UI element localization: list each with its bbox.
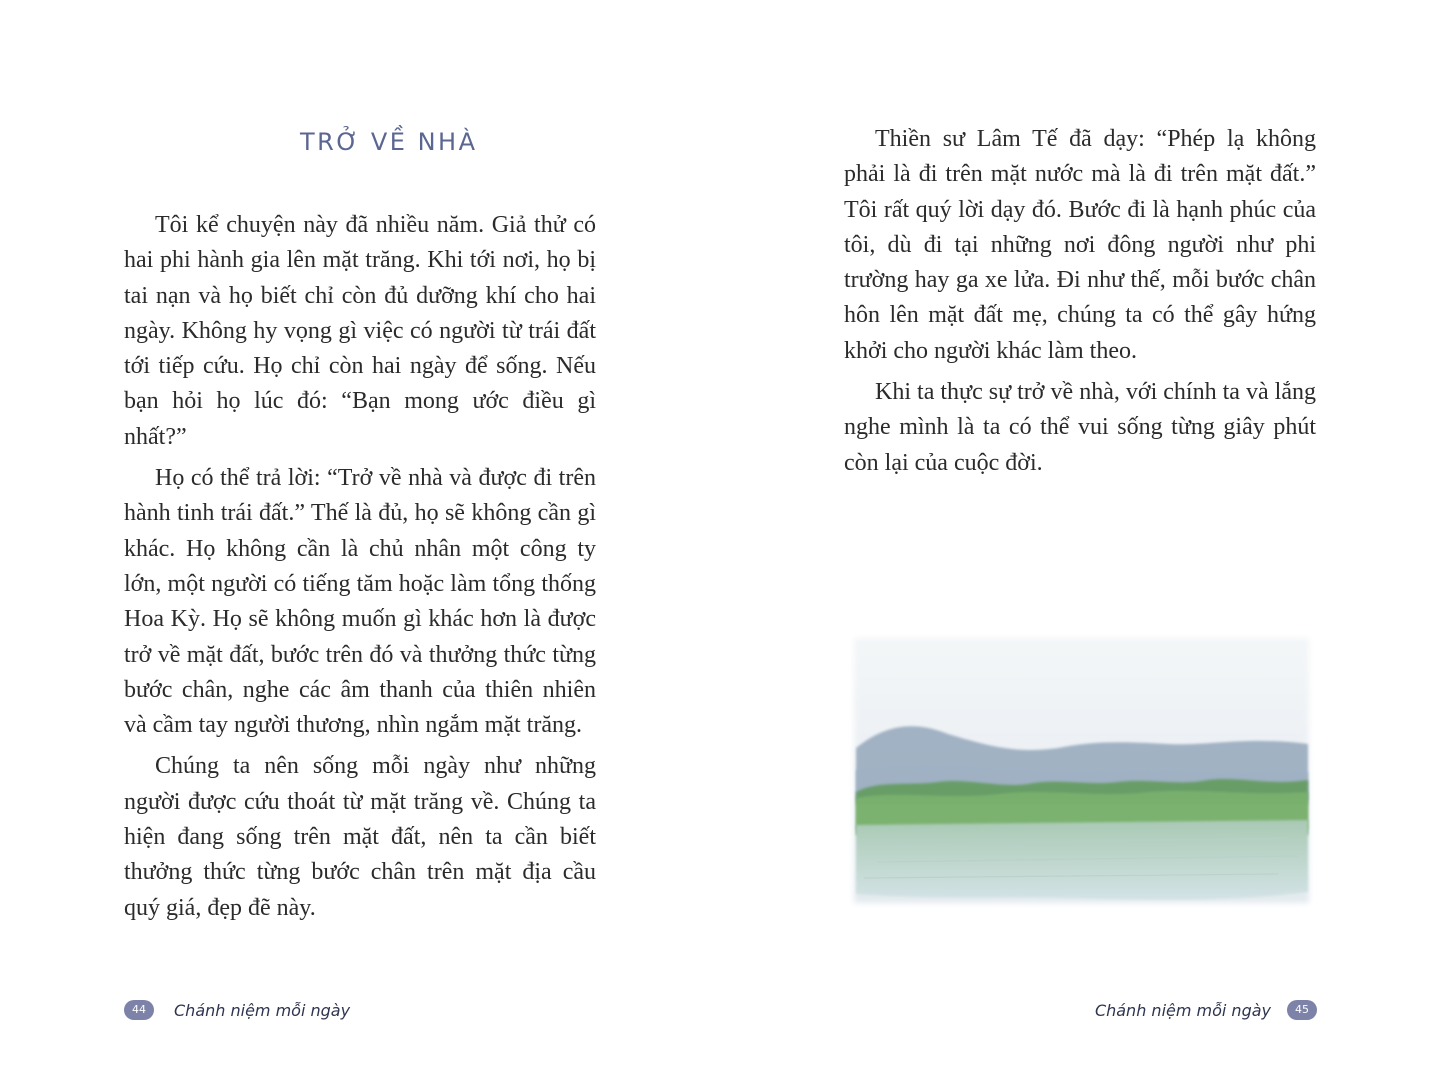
paragraph: Họ có thể trả lời: “Trở về nhà và được đi trên hành tinh trái đất.” Thế là đủ, họ sẽ không cần gì khác. Họ không cần là chủ nhân một công ty lớn, một người có tiếng tăm hoặc làm tổng thống Hoa Kỳ. Họ sẽ không muốn gì khác hơn là được trở về mặt đất, bước trên đó và thưởng thức từng bước chân, nghe các âm thanh của thiên nhiên và cầm tay người thương, nhìn ngắm mặt trăng. (124, 465, 596, 739)
paragraph: Chúng ta nên sống mỗi ngày như những người được cứu thoát từ mặt trăng về. Chúng ta hiện đang sống trên mặt đất, nên ta cần biết thưởng thức từng bước chân trên mặt địa cầu quý giá, đẹp đẽ này. (124, 753, 596, 921)
paragraph: Khi ta thực sự trở về nhà, với chính ta và lắng nghe mình là ta có thể vui sống từng giây phút còn lại của cuộc đời. (844, 379, 1316, 476)
right-page (720, 0, 1441, 1087)
page-number-badge: 44 (124, 1000, 154, 1020)
watercolor-landscape-illustration (848, 630, 1315, 910)
left-body-text (124, 208, 596, 932)
right-body-text (844, 122, 1316, 487)
running-title: Chánh niệm mỗi ngày (174, 1000, 351, 1020)
paragraph: Tôi kể chuyện này đã nhiều năm. Giả thử có hai phi hành gia lên mặt trăng. Khi tới nơi, họ bị tai nạn và họ biết chỉ còn đủ dưỡng khí cho hai ngày. Không hy vọng gì việc có người từ trái đất tới tiếp cứu. Họ chỉ còn hai ngày để sống. Nếu bạn hỏi họ lúc đó: “Bạn mong ước điều gì nhất?” (124, 212, 596, 450)
paragraph: Thiền sư Lâm Tế đã dạy: “Phép lạ không phải là đi trên mặt nước mà là đi trên mặt đất.” Tôi rất quý lời dạy đó. Bước đi là hạnh phúc của tôi, dù đi tại những nơi đông người như phi trường hay ga xe lửa. Đi như thế, mỗi bước chân hôn lên mặt đất mẹ, chúng ta có thể gây hứng khởi cho người khác làm theo. (844, 126, 1316, 364)
running-title: Chánh niệm mỗi ngày (1094, 1000, 1271, 1020)
chapter-title: TRỞ VỀ NHÀ (300, 128, 478, 156)
right-footer (1095, 1000, 1317, 1020)
page-number-badge: 45 (1287, 1000, 1317, 1020)
left-footer (124, 1000, 350, 1020)
rice-field (856, 820, 1308, 900)
left-page (0, 0, 720, 1087)
